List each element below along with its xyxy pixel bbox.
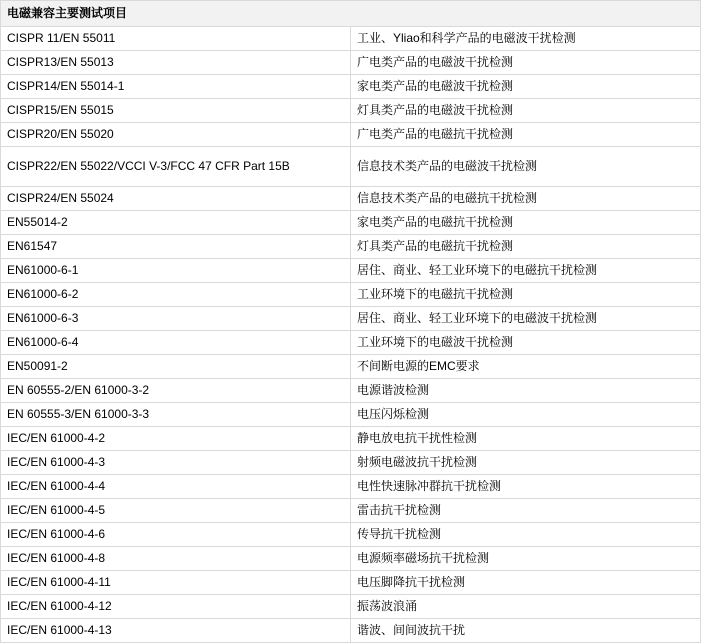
description-cell: 电源谐波检测 [351,379,701,403]
standard-cell: IEC/EN 61000-4-12 [1,595,351,619]
description-cell: 不间断电源的EMC要求 [351,355,701,379]
standard-cell: CISPR15/EN 55015 [1,99,351,123]
standard-cell: EN55014-2 [1,211,351,235]
table-row [1,331,701,355]
table-row [1,619,701,643]
table-row [1,595,701,619]
standard-cell: IEC/EN 61000-4-6 [1,523,351,547]
description-cell: 工业、Yliao和科学产品的电磁波干扰检测 [351,27,701,51]
description-cell: 灯具类产品的电磁波干扰检测 [351,99,701,123]
table-row [1,99,701,123]
description-cell: 谐波、间间波抗干扰 [351,619,701,643]
description-cell: 广电类产品的电磁抗干扰检测 [351,123,701,147]
standard-cell: CISPR 11/EN 55011 [1,27,351,51]
description-cell: 工业环境下的电磁抗干扰检测 [351,283,701,307]
standard-cell: EN61000-6-4 [1,331,351,355]
standard-cell: EN61000-6-1 [1,259,351,283]
table-row [1,187,701,211]
description-cell: 电压脚降抗干扰检测 [351,571,701,595]
description-cell: 雷击抗干扰检测 [351,499,701,523]
description-cell: 射频电磁波抗干扰检测 [351,451,701,475]
table-row [1,427,701,451]
description-cell: 传导抗干扰检测 [351,523,701,547]
description-cell: 信息技术类产品的电磁波干扰检测 [351,147,701,187]
standard-cell: CISPR24/EN 55024 [1,187,351,211]
table-body [1,1,701,643]
standard-cell: EN50091-2 [1,355,351,379]
standard-cell: EN61000-6-3 [1,307,351,331]
standard-cell: CISPR22/EN 55022/VCCI V-3/FCC 47 CFR Part 15B [1,147,351,187]
table-row [1,123,701,147]
description-cell: 灯具类产品的电磁抗干扰检测 [351,235,701,259]
standard-cell: EN 60555-3/EN 61000-3-3 [1,403,351,427]
standard-cell: IEC/EN 61000-4-2 [1,427,351,451]
table-row [1,51,701,75]
table-row [1,27,701,51]
table-row [1,403,701,427]
table-row [1,547,701,571]
description-cell: 广电类产品的电磁波干扰检测 [351,51,701,75]
standard-cell: IEC/EN 61000-4-13 [1,619,351,643]
description-cell: 电源频率磁场抗干扰检测 [351,547,701,571]
standard-cell: IEC/EN 61000-4-4 [1,475,351,499]
description-cell: 工业环境下的电磁波干扰检测 [351,331,701,355]
table-row [1,499,701,523]
standard-cell: CISPR20/EN 55020 [1,123,351,147]
description-cell: 家电类产品的电磁波干扰检测 [351,75,701,99]
table-row [1,283,701,307]
table-row [1,475,701,499]
table-title: 电磁兼容主要测试项目 [1,1,701,27]
description-cell: 家电类产品的电磁抗干扰检测 [351,211,701,235]
standard-cell: IEC/EN 61000-4-8 [1,547,351,571]
description-cell: 居住、商业、轻工业环境下的电磁抗干扰检测 [351,259,701,283]
standard-cell: IEC/EN 61000-4-5 [1,499,351,523]
table-row [1,75,701,99]
description-cell: 居住、商业、轻工业环境下的电磁波干扰检测 [351,307,701,331]
description-cell: 电压闪烁检测 [351,403,701,427]
table-row [1,571,701,595]
standard-cell: IEC/EN 61000-4-3 [1,451,351,475]
table-row [1,523,701,547]
table-row [1,451,701,475]
table-row [1,379,701,403]
description-cell: 电性快速脉冲群抗干扰检测 [351,475,701,499]
description-cell: 振荡波浪涌 [351,595,701,619]
standard-cell: CISPR13/EN 55013 [1,51,351,75]
standard-cell: EN 60555-2/EN 61000-3-2 [1,379,351,403]
description-cell: 信息技术类产品的电磁抗干扰检测 [351,187,701,211]
standard-cell: EN61547 [1,235,351,259]
standard-cell: IEC/EN 61000-4-11 [1,571,351,595]
table-row [1,355,701,379]
table-row [1,147,701,187]
standard-cell: EN61000-6-2 [1,283,351,307]
standard-cell: CISPR14/EN 55014-1 [1,75,351,99]
description-cell: 静电放电抗干扰性检测 [351,427,701,451]
table-row [1,211,701,235]
table-row [1,235,701,259]
table-row [1,307,701,331]
table-header-row [1,1,701,27]
table-row [1,259,701,283]
